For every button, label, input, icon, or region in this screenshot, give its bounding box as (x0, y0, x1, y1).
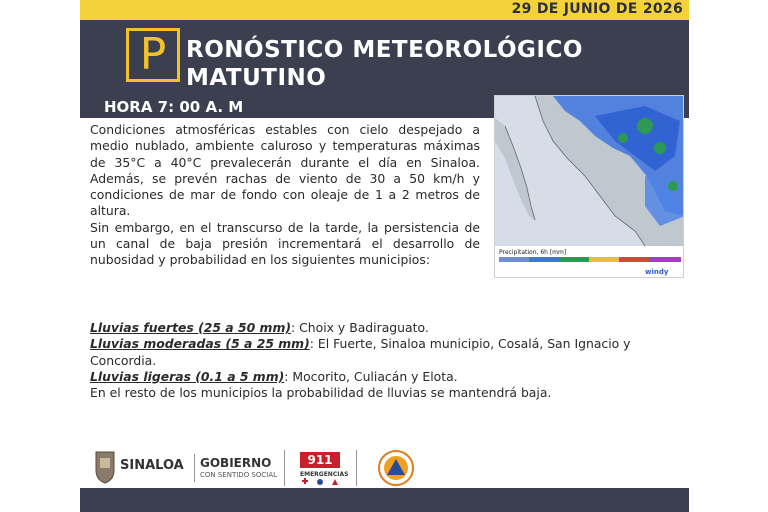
rain-categories (90, 320, 685, 401)
gobierno-logo-text: GOBIERNO (200, 456, 272, 470)
map-legend-title: Precipitation, 6h [mm] (499, 249, 567, 256)
footer-logos (94, 446, 434, 490)
title-line-2: MATUTINO (186, 65, 327, 91)
emergency-services-icon (300, 478, 340, 486)
map-brand: windy (645, 268, 669, 276)
light-rain-label: Lluvias ligeras (0.1 a 5 mm) (90, 368, 285, 384)
civil-protection-icon (378, 450, 414, 486)
forecast-paragraph-1: Condiciones atmosféricas estables con cielo despejado a medio nublado, ambiente caluroso y temperaturas máximas de 35°C a 40°C prevalecerán durante el día en Sinaloa. Además, se prevén rachas de viento de 30 a 50 km/h y condiciones de mar de fondo con oleaje de 1 a 2 metros de altura. (90, 122, 480, 219)
date-bar (80, 0, 689, 20)
logo-divider-3 (356, 450, 357, 486)
gobierno-logo-subtext: CON SENTIDO SOCIAL (200, 471, 278, 479)
sinaloa-shield-icon (94, 450, 116, 484)
forecast-date: 29 DE JUNIO DE 2026 (511, 1, 683, 17)
rain-category-heavy (90, 320, 685, 336)
rain-category-light (90, 369, 685, 385)
logo-divider-2 (284, 450, 285, 486)
forecast-description (90, 122, 480, 269)
title-line-1: RONÓSTICO METEOROLÓGICO (186, 37, 583, 63)
heavy-rain-label: Lluvias fuertes (25 a 50 mm) (90, 320, 292, 335)
forecast-card (80, 0, 689, 512)
page-title (186, 36, 686, 92)
rain-remaining-note: En el resto de los municipios la probabilidad de lluvias se mantendrá baja. (90, 385, 552, 401)
footer-bar (80, 488, 689, 512)
moderate-rain-label: Lluvias moderadas (5 a 25 mm) (90, 336, 310, 352)
emergency-label: EMERGENCIAS (300, 471, 349, 478)
precipitation-map-graphic (495, 96, 684, 278)
moderate-rain-municipalities: : El Fuerte, Sinaloa municipio, Cosalá, San Ignacio y Concordia. (90, 336, 631, 368)
heavy-rain-municipalities: : Choix y Badiraguato. (291, 320, 429, 335)
light-rain-municipalities: : Mocorito, Culiacán y Elota. (284, 368, 458, 384)
title-initial-box: P (126, 28, 180, 82)
forecast-time: HORA 7: 00 A. M (104, 98, 244, 116)
precipitation-map (494, 95, 684, 278)
logo-divider (194, 454, 195, 482)
rain-category-moderate (90, 336, 685, 369)
emergency-number-badge: 911 (300, 452, 340, 468)
sinaloa-logo-text: SINALOA (120, 458, 184, 473)
forecast-paragraph-2: Sin embargo, en el transcurso de la tarde, la persistencia de un canal de baja presión incrementará el desarrollo de nubosidad y probabilidad en los siguientes municipios: (90, 219, 480, 268)
